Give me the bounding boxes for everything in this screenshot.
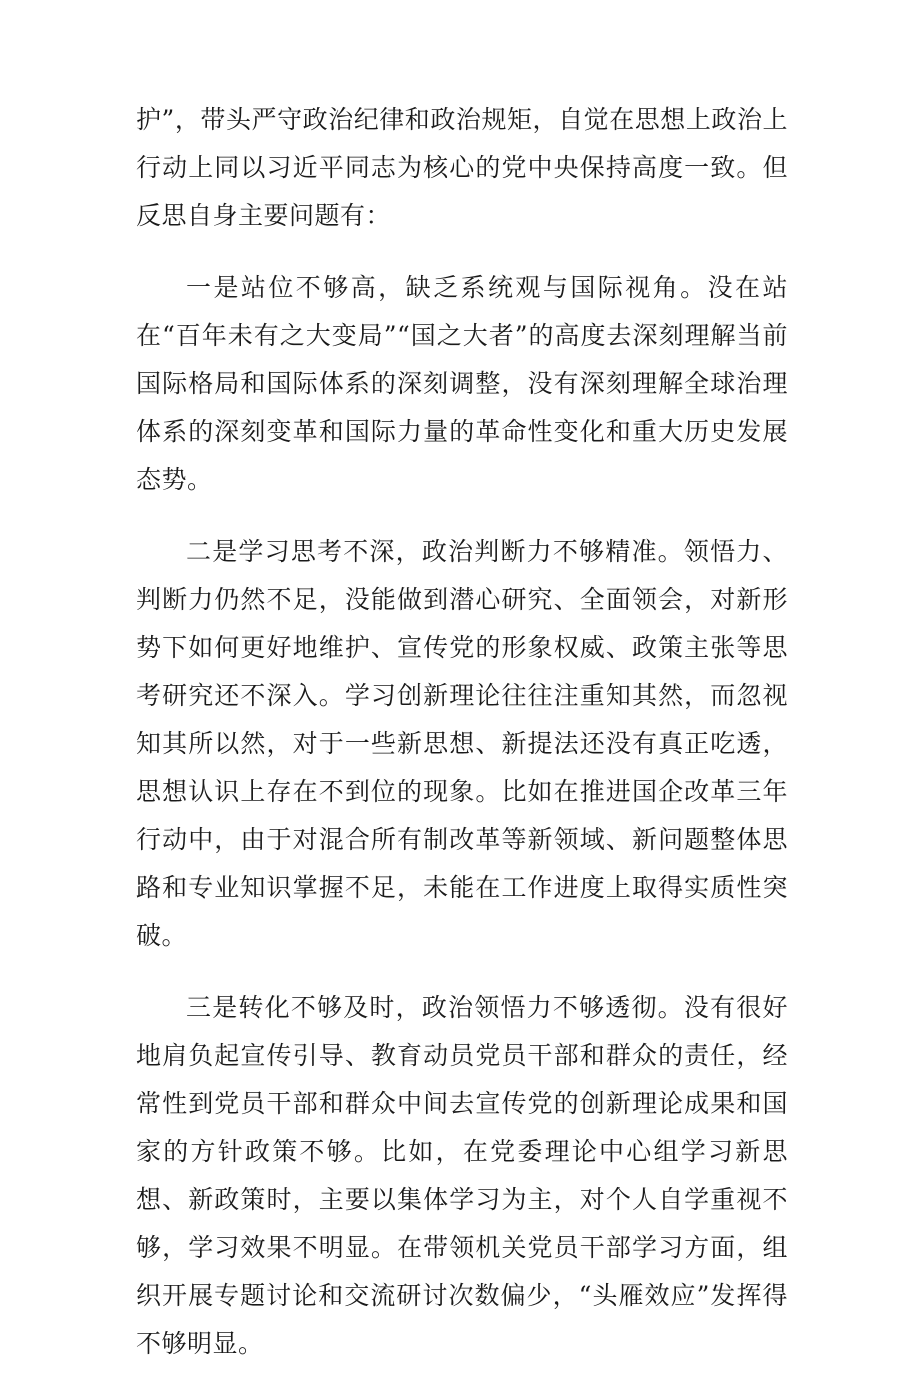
paragraph-point-one: 一是站位不够高，缺乏系统观与国际视角。没在站在“百年未有之大变局”“国之大者”的高度去深刻理解当前国际格局和国际体系的深刻调整，没有深刻理解全球治理体系的深刻变革和国际力量的革命性变化和重大历史发展态势。 bbox=[136, 273, 788, 494]
document-body bbox=[136, 96, 788, 1392]
paragraph-continuation: 护”，带头严守政治纪律和政治规矩，自觉在思想上政治上行动上同以习近平同志为核心的党中央保持高度一致。但反思自身主要问题有： bbox=[136, 105, 788, 230]
paragraph-point-two: 二是学习思考不深，政治判断力不够精准。领悟力、判断力仍然不足，没能做到潜心研究、全面领会，对新形势下如何更好地维护、宣传党的形象权威、政策主张等思考研究还不深入。学习创新理论往往注重知其然，而忽视知其所以然，对于一些新思想、新提法还没有真正吃透，思想认识上存在不到位的现象。比如在推进国企改革三年行动中，由于对混合所有制改革等新领域、新问题整体思路和专业知识掌握不足，未能在工作进度上取得实质性突破。 bbox=[136, 537, 788, 950]
paragraph-point-three: 三是转化不够及时，政治领悟力不够透彻。没有很好地肩负起宣传引导、教育动员党员干部和群众的责任，经常性到党员干部和群众中间去宣传党的创新理论成果和国家的方针政策不够。比如，在党委理论中心组学习新思想、新政策时，主要以集体学习为主，对个人自学重视不够，学习效果不明显。在带领机关党员干部学习方面，组织开展专题讨论和交流研讨次数偏少，“头雁效应”发挥得不够明显。 bbox=[136, 993, 788, 1358]
